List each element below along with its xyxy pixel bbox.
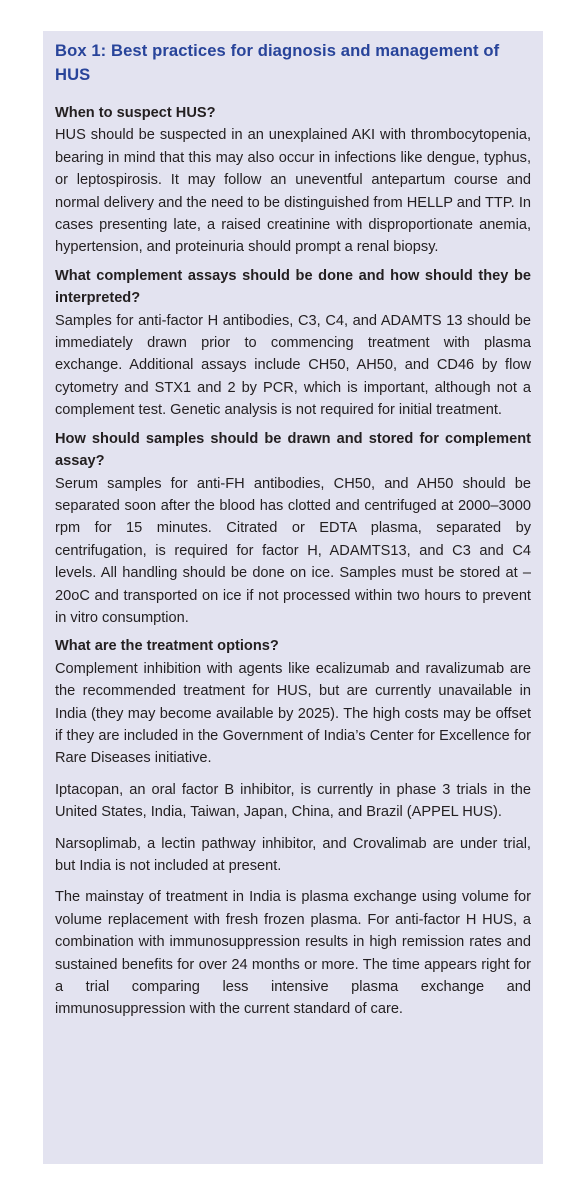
section-question: How should samples should be drawn and stored for complement assay?: [55, 430, 531, 470]
section-sample-handling: [55, 428, 531, 630]
section-paragraph: Narsoplimab, a lectin pathway inhibitor, and Crovalimab are under trial, but India is not included at present.: [55, 835, 531, 874]
practice-box: [43, 31, 543, 1164]
section-treatment-options: [55, 635, 531, 1021]
section-paragraph: HUS should be suspected in an unexplained AKI with thrombocytopenia, bearing in mind that this may also occur in infections like dengue, typhus, or leptospirosis. It may follow an uneventful antepartum course and normal delivery and the need to be distinguished from HELLP and TTP. In cases presenting late, a raised creatinine with disproportionate anemia, hypertension, and proteinuria should prompt a renal biopsy.: [55, 127, 531, 256]
section-when-to-suspect: [55, 102, 531, 259]
section-paragraph: Serum samples for anti-FH antibodies, CH50, and AH50 should be separated soon after the blood has clotted and centrifuged at 2000–3000 rpm for 15 minutes. Citrated or EDTA plasma, separated by centrifugation, is required for factor H, ADAMTS13, and C3 and C4 levels. All handling should be done on ice. Samples must be stored at –20oC and transported on ice if not processed within two hours to prevent in vitro consumption.: [55, 475, 531, 626]
section-question: When to suspect HUS?: [55, 105, 216, 121]
section-paragraph: The mainstay of treatment in India is plasma exchange using volume for volume replacement with fresh frozen plasma. For anti-factor H HUS, a combination with immunosuppression results in high remission rates and sustained benefits for over 24 months or more. The time appears right for a trial comparing less intensive plasma exchange and immunosuppression with the current standard of care.: [55, 889, 531, 1018]
section-paragraph: Complement inhibition with agents like ecalizumab and ravalizumab are the recommended treatment for HUS, but are currently unavailable in India (they may become available by 2025). The high costs may be offset if they are included in the Government of India’s Center for Excellence for Rare Diseases initiative.: [55, 660, 531, 767]
section-complement-assays: [55, 265, 531, 422]
section-question: What are the treatment options?: [55, 638, 279, 655]
section-paragraph: Samples for anti-factor H antibodies, C3, C4, and ADAMTS 13 should be immediately drawn prior to commencing treatment with plasma exchange. Additional assays include CH50, AH50, and CD46 by flow cytometry and STX1 and 2 by PCR, which is important, although not a complement test. Genetic analysis is not required for initial treatment.: [55, 312, 531, 419]
section-paragraph: Iptacopan, an oral factor B inhibitor, is currently in phase 3 trials in the United States, India, Taiwan, Japan, China, and Brazil (APPEL HUS).: [55, 781, 531, 821]
box-title: Box 1: Best practices for diagnosis and management of HUS: [55, 41, 500, 84]
section-question: What complement assays should be done and how should they be interpreted?: [55, 267, 531, 307]
